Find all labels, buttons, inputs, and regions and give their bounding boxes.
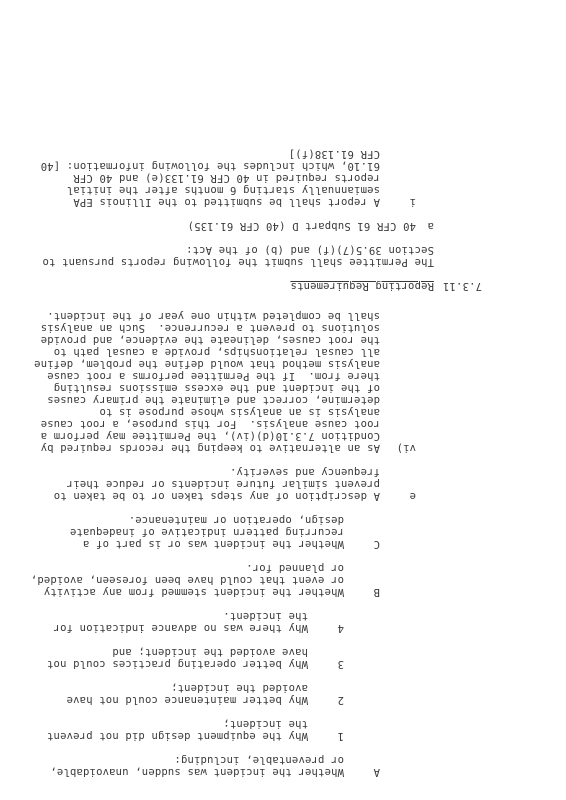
- text-line: analysis is an analysis whose purpose is to: [99, 406, 380, 418]
- text-line: Whether the incident was sudden, unavoidable,: [50, 766, 344, 778]
- text-line: the root causes, delineate the evidence, and provide: [40, 334, 380, 346]
- text-line: have avoided the incident; and: [112, 646, 308, 658]
- item-marker: vi): [396, 442, 416, 454]
- text-line: the incident;: [223, 718, 308, 730]
- text-line: reports required in 40 CFR 61.133(e) and 40 CFR: [73, 172, 380, 184]
- item-marker: C: [373, 538, 380, 550]
- text-line: avoided the incident;: [170, 682, 308, 694]
- section-number: 7.3.11: [442, 280, 482, 292]
- text-line: analysis method that would define the problem, define: [34, 358, 380, 370]
- text-line: root cause analysis. For this purpose, a root cause: [40, 418, 380, 430]
- section-title: Reporting Requirements: [290, 280, 434, 292]
- item-marker: 1: [337, 730, 344, 742]
- text-line: frequency and severity.: [229, 466, 380, 478]
- text-line: of the incident and the excess emissions resulting: [53, 382, 380, 394]
- text-line: 40 CFR 61 Subpart D (40 CFR 61.135): [187, 220, 416, 232]
- text-line: The Permittee shall submit the following reports pursuant to: [42, 256, 434, 268]
- text-line: shall be completed within one year of the incident.: [47, 310, 380, 322]
- text-line: Why better operating practices could not: [46, 658, 308, 670]
- text-line: the incident.: [223, 610, 308, 622]
- text-line: As an alternative to keeping the records required by: [40, 442, 380, 454]
- text-line: design, operation or maintenance.: [128, 514, 344, 526]
- text-line: 61.10, which includes the following information: [40: [40, 160, 380, 172]
- item-marker: 2: [337, 694, 344, 706]
- text-line: Why better maintenance could not have: [66, 694, 308, 706]
- text-line: CFR 61.138(f)]: [288, 148, 380, 160]
- item-marker: B: [373, 586, 380, 598]
- text-line: Why the equipment design did not prevent: [46, 730, 308, 742]
- item-marker: 3: [337, 658, 344, 670]
- text-line: A description of any steps taken or to be taken to: [53, 490, 380, 502]
- text-line: or event that could have been foreseen, avoided,: [30, 574, 344, 586]
- text-line: prevent similar future incidents or reduce their: [66, 478, 380, 490]
- text-line: A report shall be submitted to the Illinois EPA: [73, 196, 380, 208]
- text-line: solutions to prevent a recurrence. Such an analysis: [40, 322, 380, 334]
- item-marker: 4: [337, 622, 344, 634]
- text-line: Whether the incident was or is part of a: [82, 538, 344, 550]
- item-marker: i: [409, 196, 416, 208]
- text-line: Section 39.5(7)(f) and (b) of the Act:: [185, 244, 434, 256]
- text-line: or planned for.: [246, 562, 344, 574]
- text-line: or preventable, including:: [174, 754, 344, 766]
- text-line: determine, correct and eliminate the primary causes: [47, 394, 380, 406]
- text-line: Condition 7.3.10(d)(iv), the Permittee may perform a: [40, 430, 380, 442]
- item-marker: e: [409, 490, 416, 502]
- text-line: all causal relationships, provide a causal path to: [53, 346, 380, 358]
- text-line: Whether the incident stemmed from any activity: [43, 586, 344, 598]
- item-marker: A: [373, 766, 380, 778]
- text-line: Why there was no advance indication for: [53, 622, 308, 634]
- text-line: there from. If the Permittee performs a root cause: [47, 370, 380, 382]
- text-line: recurring pattern indicative of inadequate: [69, 526, 344, 538]
- item-marker: a: [427, 220, 434, 232]
- text-line: semiannually starting 6 months after the initial: [66, 184, 380, 196]
